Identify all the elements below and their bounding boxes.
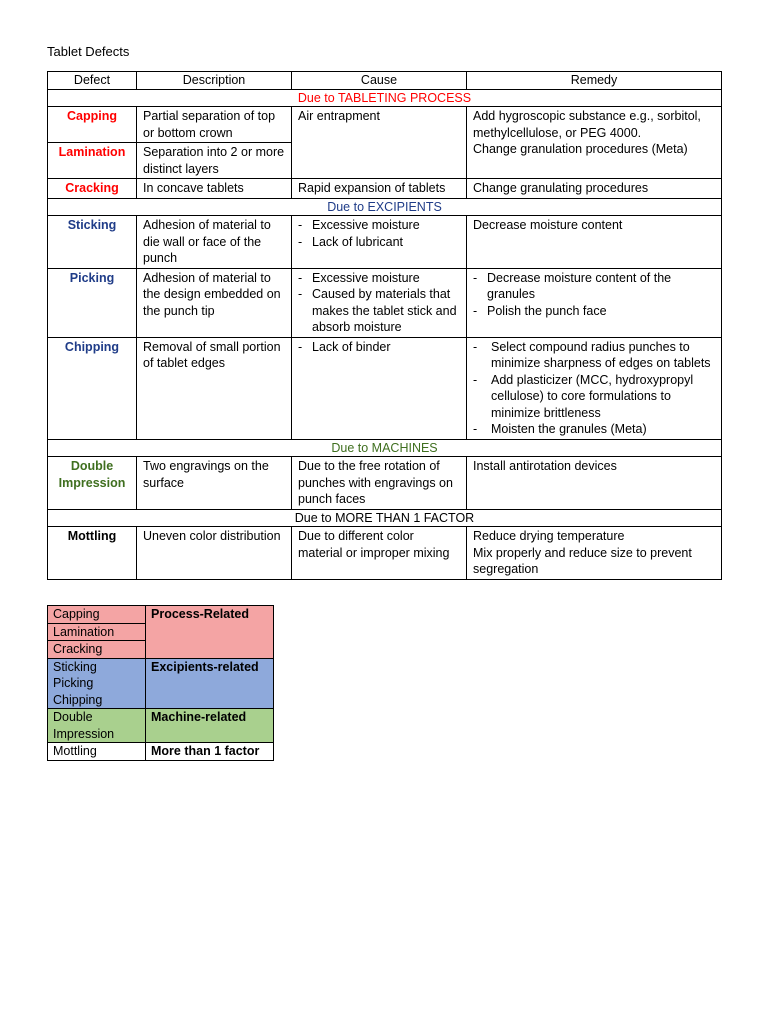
defect-chipping: Chipping	[48, 337, 137, 439]
description-capping: Partial separation of top or bottom crown	[137, 107, 292, 143]
legend-sticking: Sticking	[48, 658, 146, 675]
remedy-chipping	[467, 337, 722, 439]
section-row-excipients	[48, 198, 722, 216]
table-row-cracking	[48, 179, 722, 199]
section-row-machines	[48, 439, 722, 457]
remedy-picking-item-2: - Polish the punch face	[473, 303, 715, 320]
description-lamination: Separation into 2 or more distinct layers	[137, 143, 292, 179]
header-row	[48, 72, 722, 90]
defect-sticking: Sticking	[48, 216, 137, 269]
remedy-double-impression: Install antirotation devices	[467, 457, 722, 510]
legend-mottling: Mottling	[48, 743, 146, 761]
remedy-chipping-item-2: - Add plasticizer (MCC, hydroxypropyl cellulose) to core formulations to minimize brittleness	[473, 372, 715, 422]
description-cracking: In concave tablets	[137, 179, 292, 199]
cause-chipping	[292, 337, 467, 439]
legend-chipping: Chipping	[48, 692, 146, 709]
defect-mottling: Mottling	[48, 527, 137, 580]
remedy-chipping-item-3: - Moisten the granules (Meta)	[473, 421, 715, 438]
header-defect: Defect	[48, 72, 137, 90]
defect-lamination: Lamination	[48, 143, 137, 179]
description-picking: Adhesion of material to the design embedded on the punch tip	[137, 268, 292, 337]
cause-sticking-item-2: - Lack of lubricant	[298, 234, 460, 251]
cause-double-impression: Due to the free rotation of punches with engravings on punch faces	[292, 457, 467, 510]
table-row-sticking	[48, 216, 722, 269]
cause-picking-item-2: - Caused by materials that makes the tablet stick and absorb moisture	[298, 286, 460, 336]
legend-capping: Capping	[48, 606, 146, 624]
remedy-mottling	[467, 527, 722, 580]
remedy-capping-line-2: Change granulation procedures (Meta)	[473, 142, 688, 156]
cause-cracking: Rapid expansion of tablets	[292, 179, 467, 199]
legend-process-related: Process-Related	[146, 606, 274, 659]
section-more-than-one: Due to MORE THAN 1 FACTOR	[48, 509, 722, 527]
description-sticking: Adhesion of material to die wall or face of the punch	[137, 216, 292, 269]
legend-table	[47, 605, 274, 761]
remedy-capping	[467, 107, 722, 179]
header-description: Description	[137, 72, 292, 90]
section-row-process	[48, 89, 722, 107]
legend-more-than-one-factor: More than 1 factor	[146, 743, 274, 761]
cause-sticking-item-1: - Excessive moisture	[298, 217, 460, 234]
table-row-capping	[48, 107, 722, 143]
legend-lamination: Lamination	[48, 623, 146, 641]
document-title: Tablet Defects	[47, 44, 130, 59]
cause-picking	[292, 268, 467, 337]
section-row-more	[48, 509, 722, 527]
remedy-cracking: Change granulating procedures	[467, 179, 722, 199]
remedy-picking	[467, 268, 722, 337]
cause-sticking	[292, 216, 467, 269]
table-row-picking	[48, 268, 722, 337]
remedy-picking-item-1: - Decrease moisture content of the granules	[473, 270, 715, 303]
defect-capping: Capping	[48, 107, 137, 143]
table-row-mottling	[48, 527, 722, 580]
legend-cracking: Cracking	[48, 641, 146, 659]
cause-mottling: Due to different color material or improper mixing	[292, 527, 467, 580]
legend-picking: Picking	[48, 675, 146, 692]
remedy-mottling-line-1: Reduce drying temperature	[473, 529, 625, 543]
defect-cracking: Cracking	[48, 179, 137, 199]
header-remedy: Remedy	[467, 72, 722, 90]
legend-excipients-related: Excipients-related	[146, 658, 274, 709]
remedy-sticking: Decrease moisture content	[467, 216, 722, 269]
cause-picking-item-1: - Excessive moisture	[298, 270, 460, 287]
remedy-capping-line-1: Add hygroscopic substance e.g., sorbitol, methylcellulose, or PEG 4000.	[473, 109, 701, 140]
cause-chipping-item-1: - Lack of binder	[298, 339, 460, 356]
description-mottling: Uneven color distribution	[137, 527, 292, 580]
cause-capping: Air entrapment	[292, 107, 467, 179]
tablet-defects-table	[47, 71, 722, 580]
section-machines: Due to MACHINES	[48, 439, 722, 457]
legend-machine-related: Machine-related	[146, 709, 274, 743]
description-chipping: Removal of small portion of tablet edges	[137, 337, 292, 439]
remedy-mottling-line-2: Mix properly and reduce size to prevent segregation	[473, 545, 692, 576]
header-cause: Cause	[292, 72, 467, 90]
legend-double-impression: Double Impression	[48, 709, 146, 743]
section-excipients: Due to EXCIPIENTS	[48, 198, 722, 216]
table-row-double-impression	[48, 457, 722, 510]
table-row-chipping	[48, 337, 722, 439]
remedy-chipping-item-1: - Select compound radius punches to minimize sharpness of edges on tablets	[473, 339, 715, 372]
defect-double-impression: Double Impression	[48, 457, 137, 510]
description-double-impression: Two engravings on the surface	[137, 457, 292, 510]
defect-picking: Picking	[48, 268, 137, 337]
section-process: Due to TABLETING PROCESS	[48, 89, 722, 107]
